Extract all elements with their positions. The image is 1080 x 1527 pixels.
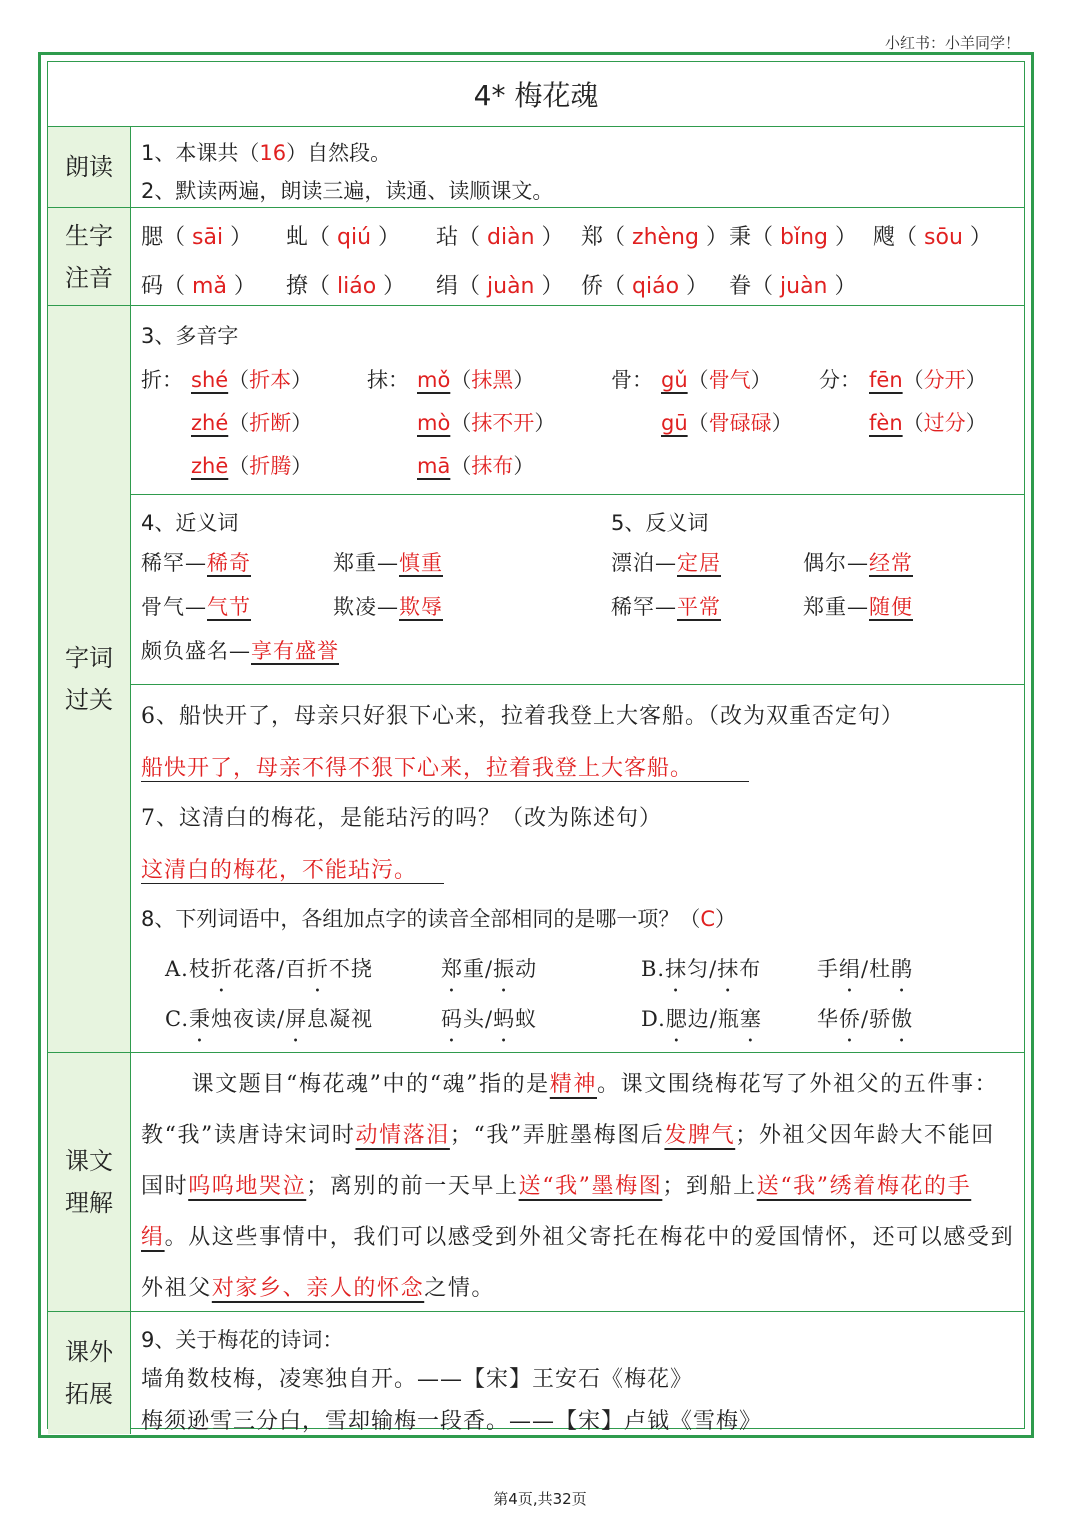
title-row: [48, 62, 1024, 127]
paren: ）: [965, 411, 987, 435]
synonym-pair: [333, 547, 443, 577]
section-content: [131, 127, 1024, 207]
paren: （: [603, 225, 633, 250]
pinyin-answer: zhē: [191, 454, 229, 478]
word: 稀罕—: [141, 551, 207, 575]
section-label: 朗读: [48, 127, 131, 207]
section-content: [131, 208, 1024, 305]
pinyin-answer: zhé: [191, 411, 229, 435]
q8-text: 8、下列词语中，各组加点字的读音全部相同的是哪一项？（C）: [141, 907, 737, 931]
section-tuozhan: [48, 1312, 1024, 1434]
section-label: 课文理解: [48, 1053, 131, 1311]
character: 撩: [286, 274, 309, 299]
duoyin-reading: [661, 364, 772, 394]
option-d: D.腮边/瓶塞: [641, 1007, 762, 1031]
duoyin-reading: [417, 450, 534, 480]
page-title: 4* 梅花魂: [473, 79, 599, 112]
paren: （: [450, 454, 472, 478]
duoyin-head: 分：: [819, 368, 861, 392]
comprehension-paragraph: 课文题目“梅花魂”中的“魂”指的是精神。课文围绕梅花写了外祖父的五件事：教“我”读唐诗宋词时动情落泪；“我”弄脏墨梅图后发脾气；外祖父因年龄大不能回国时呜呜地哭泣；离别的前一天早上送“我”墨梅图；到船上送“我”绣着梅花的手绢。从这些事情中，我们可以感受到外祖父寄托在梅花中的爱国情怀，还可以感受到外祖父对家乡、亲人的怀念之情。: [141, 1072, 1015, 1301]
paren: （: [895, 225, 925, 250]
paren: ）: [223, 225, 253, 250]
paren: ）: [828, 225, 858, 250]
paren: ）: [679, 274, 709, 299]
paren: ）: [750, 368, 772, 392]
section-langdu: [48, 127, 1024, 208]
character: 玷: [436, 225, 459, 250]
pinyin-answer: juàn: [780, 274, 828, 299]
section-content: [131, 1053, 1024, 1311]
antonym-pair: [611, 591, 721, 621]
synonym-answer: 慎重: [399, 551, 443, 575]
paren: （: [458, 274, 488, 299]
q3-heading: 3、多音字: [141, 324, 239, 348]
paren: （: [308, 274, 338, 299]
paren: ）: [226, 274, 256, 299]
paragraph-count-answer: 16: [259, 141, 287, 165]
antonym-pair: [803, 547, 913, 577]
answer-blank: 动情落泪: [355, 1123, 450, 1148]
pinyin-item: [729, 220, 857, 251]
paren: ）: [513, 368, 535, 392]
answer-blank: 精神: [549, 1072, 597, 1097]
word: 欺凌—: [333, 595, 399, 619]
paren: （: [902, 411, 924, 435]
section-lijie: [48, 1053, 1024, 1312]
paren: ）: [376, 274, 406, 299]
section-content: [131, 1312, 1024, 1434]
pinyin-answer: bǐng: [780, 225, 829, 250]
paren: （: [902, 368, 924, 392]
synonym-answer: 稀奇: [207, 551, 251, 575]
pinyin-item: [141, 220, 252, 251]
paren: ）: [291, 411, 313, 435]
paren: （: [228, 454, 250, 478]
option-b: B.抹匀/抹布: [641, 957, 762, 981]
q8-answer: C: [700, 907, 716, 931]
pinyin-item: [286, 269, 405, 300]
antonym-answer: 平常: [677, 595, 721, 619]
character: 眷: [729, 274, 752, 299]
word-answer: 过分: [923, 411, 966, 435]
word-answer: 骨碌碌: [708, 411, 772, 435]
character: 秉: [729, 225, 752, 250]
paren: （: [228, 411, 250, 435]
pinyin-answer: fēn: [869, 368, 903, 392]
langdu-line-1: 1、本课共（16）自然段。: [141, 141, 392, 165]
paren: ）: [291, 368, 313, 392]
synonym-answer: 气节: [207, 595, 251, 619]
pinyin-item: [581, 220, 728, 251]
q6-answer: 船快开了，母亲不得不狠下心来，拉着我登上大客船。: [141, 756, 694, 781]
pinyin-answer: zhèng: [632, 225, 699, 250]
duoyin-reading: [191, 450, 312, 480]
q9-heading: 9、关于梅花的诗词：: [141, 1328, 344, 1352]
duoyin-head: 骨：: [611, 368, 653, 392]
q5-heading: 5、反义词: [611, 511, 709, 535]
character: 飕: [873, 225, 896, 250]
paren: （: [163, 225, 193, 250]
word-answer: 折本: [249, 368, 292, 392]
antonym-answer: 定居: [677, 551, 721, 575]
paren: （: [228, 368, 250, 392]
pinyin-answer: qiáo: [632, 274, 680, 299]
paren: （: [603, 274, 633, 299]
paren: ）: [371, 225, 401, 250]
synonym-answer: 欺辱: [399, 595, 443, 619]
option-c-2: 码头/蚂蚁: [441, 1007, 538, 1031]
synonym-pair: [141, 635, 339, 665]
worksheet-table: [47, 61, 1025, 1434]
word: 颇负盛名—: [141, 639, 251, 663]
pinyin-item: [729, 269, 857, 300]
pinyin-answer: sāi: [192, 225, 224, 250]
word: 骨气—: [141, 595, 207, 619]
duoyin-head: 抹：: [367, 368, 409, 392]
word: 稀罕—: [611, 595, 677, 619]
paren: （: [450, 368, 472, 392]
answer-blank: 对家乡、亲人的怀念: [211, 1276, 425, 1301]
duoyin-reading: [661, 407, 793, 437]
q7-text: 7、这清白的梅花，是能玷污的吗？（改为陈述句）: [141, 806, 662, 831]
q4-heading: 4、近义词: [141, 511, 239, 535]
pinyin-answer: qiú: [337, 225, 372, 250]
synonym-antonym-block: [131, 495, 1024, 683]
section-label: 字词过关: [48, 306, 131, 1052]
duoyin-reading: [417, 407, 555, 437]
word-answer: 抹布: [471, 454, 514, 478]
pinyin-answer: gǔ: [661, 368, 688, 392]
duoyin-reading: [869, 364, 987, 394]
paren: （: [163, 274, 193, 299]
paren: （: [751, 274, 781, 299]
synonym-pair: [141, 547, 251, 577]
word: 偶尔—: [803, 551, 869, 575]
word-answer: 抹黑: [471, 368, 514, 392]
paren: ）: [962, 225, 992, 250]
paren: （: [751, 225, 781, 250]
antonym-pair: [803, 591, 913, 621]
synonym-pair: [333, 591, 443, 621]
pinyin-answer: shé: [191, 368, 229, 392]
paren: （: [308, 225, 338, 250]
paren: （: [687, 411, 709, 435]
langdu-line-2: 2、默读两遍，朗读三遍，读通、读顺课文。: [141, 179, 554, 203]
poem-line: 墙角数枝梅，凌寒独自开。——【宋】王安石《梅花》: [141, 1367, 694, 1392]
antonym-answer: 经常: [869, 551, 913, 575]
paren: ）: [513, 454, 535, 478]
pinyin-item: [141, 269, 256, 300]
pinyin-answer: diàn: [487, 225, 535, 250]
answer-blank: 呜呜地哭泣: [188, 1174, 307, 1199]
paren: ）: [827, 274, 857, 299]
word: 漂泊—: [611, 551, 677, 575]
word: 郑重—: [333, 551, 399, 575]
character: 腮: [141, 225, 164, 250]
answer-line: [141, 883, 444, 884]
pinyin-answer: mā: [417, 454, 451, 478]
paren: ）: [771, 411, 793, 435]
pinyin-answer: liáo: [337, 274, 377, 299]
character: 侨: [581, 274, 604, 299]
option-c: C.秉烛夜读/屏息凝视: [165, 1007, 374, 1031]
synonym-answer: 享有盛誉: [251, 639, 339, 663]
duoyin-reading: [417, 364, 534, 394]
word-answer: 分开: [923, 368, 966, 392]
answer-blank: 送“我”绣着梅花的手绢: [141, 1174, 972, 1250]
section-label: 课外拓展: [48, 1312, 131, 1434]
pinyin-item: [436, 269, 564, 300]
paren: （: [458, 225, 488, 250]
pinyin-answer: mǎ: [192, 274, 227, 299]
duoyin-reading: [869, 407, 987, 437]
duoyin-reading: [191, 407, 312, 437]
section-shengzi: [48, 208, 1024, 306]
word: 郑重—: [803, 595, 869, 619]
paren: ）: [965, 368, 987, 392]
pinyin-item: [286, 220, 400, 251]
pinyin-item: [436, 220, 564, 251]
exercise-block: [131, 685, 1024, 1052]
pinyin-item: [581, 269, 708, 300]
word-answer: 骨气: [708, 368, 751, 392]
character: 虬: [286, 225, 309, 250]
paren: （: [687, 368, 709, 392]
answer-blank: 送“我”墨梅图: [518, 1174, 663, 1199]
option-d-2: 华侨/骄傲: [817, 1007, 914, 1031]
section-zici: [48, 306, 1024, 1053]
pinyin-answer: fèn: [869, 411, 903, 435]
pinyin-answer: juàn: [487, 274, 535, 299]
character: 码: [141, 274, 164, 299]
pinyin-answer: gū: [661, 411, 688, 435]
q7-answer: 这清白的梅花，不能玷污。: [141, 858, 418, 883]
character: 郑: [581, 225, 604, 250]
page-footer: 第4页,共32页: [493, 1490, 587, 1508]
paren: （: [450, 411, 472, 435]
pinyin-answer: mò: [417, 411, 451, 435]
paren: ）: [291, 454, 313, 478]
worksheet-frame: [38, 52, 1034, 1438]
option-a-2: 郑重/振动: [441, 957, 538, 981]
answer-line: [141, 781, 749, 782]
pinyin-answer: mǒ: [417, 368, 451, 392]
duoyin-head: 折：: [141, 368, 183, 392]
antonym-pair: [611, 547, 721, 577]
section-label: 生字注音: [48, 208, 131, 305]
word-answer: 折腾: [249, 454, 292, 478]
paren: ）: [698, 225, 728, 250]
paren: ）: [534, 274, 564, 299]
poem-line: 梅须逊雪三分白，雪却输梅一段香。——【宋】卢钺《雪梅》: [141, 1409, 763, 1434]
watermark: 小红书：小羊同学！: [884, 34, 1020, 52]
paren: ）: [534, 225, 564, 250]
pinyin-answer: sōu: [924, 225, 963, 250]
duoyin-reading: [191, 364, 312, 394]
option-a: A.枝折花落/百折不挠: [165, 957, 373, 981]
q6-text: 6、船快开了，母亲只好狠下心来，拉着我登上大客船。（改为双重否定句）: [141, 704, 904, 729]
character: 绢: [436, 274, 459, 299]
pinyin-item: [873, 220, 992, 251]
antonym-answer: 随便: [869, 595, 913, 619]
synonym-pair: [141, 591, 251, 621]
word-answer: 折断: [249, 411, 292, 435]
paren: ）: [534, 411, 556, 435]
word-answer: 抹不开: [471, 411, 535, 435]
answer-blank: 发脾气: [664, 1123, 736, 1148]
option-b-2: 手绢/杜鹃: [817, 957, 914, 981]
